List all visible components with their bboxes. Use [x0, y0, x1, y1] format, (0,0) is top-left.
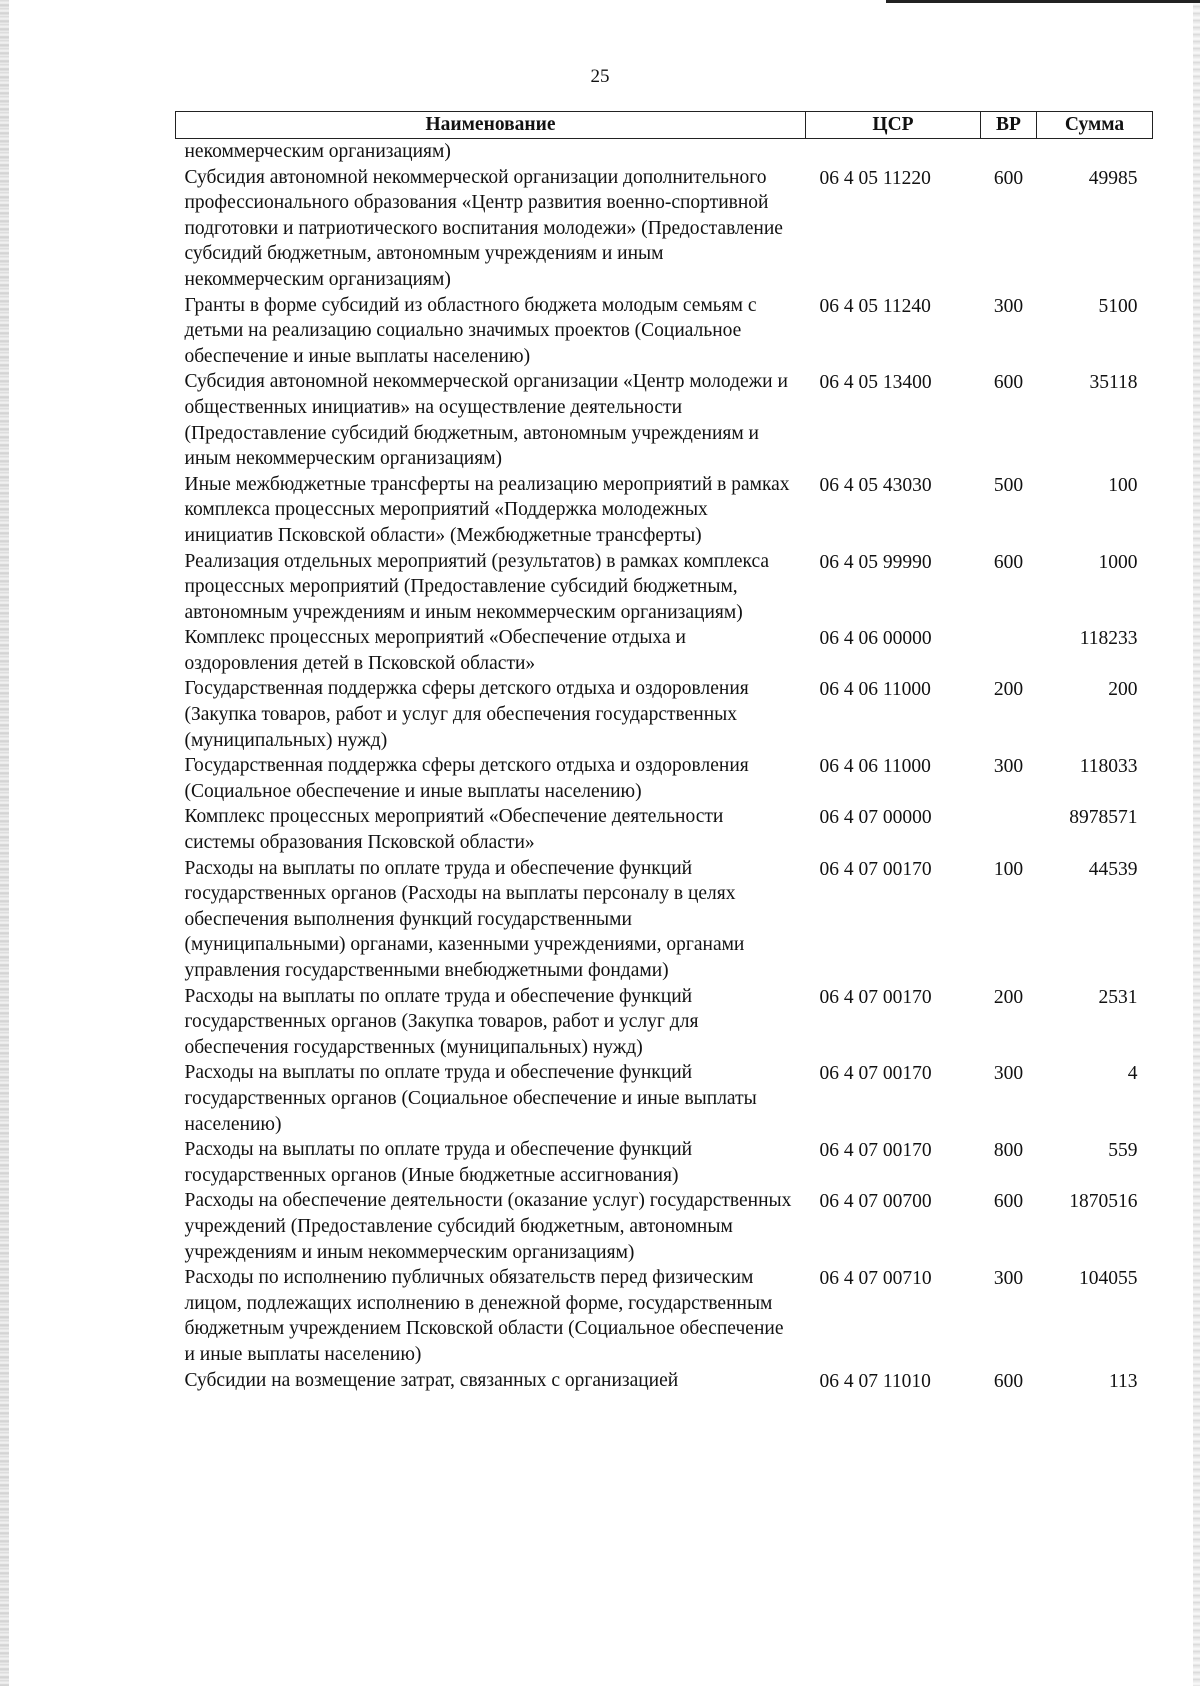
row-csr-code — [806, 139, 981, 165]
header-name: Наименование — [176, 112, 806, 139]
scan-edge-right — [1193, 0, 1200, 1686]
row-sum: 5100 — [1098, 295, 1138, 317]
row-vr-code: 600 — [993, 1370, 1024, 1392]
row-vr-code: 200 — [993, 986, 1024, 1008]
row-vr-code: 500 — [993, 474, 1024, 496]
table-row — [176, 549, 1153, 626]
header-vr: ВР — [981, 112, 1037, 139]
row-name: Комплекс процессных мероприятий «Обеспечение деятельности системы образования Псковской области» — [184, 806, 724, 854]
table-row — [176, 1137, 1153, 1188]
row-vr-code — [981, 625, 1037, 676]
table-row — [176, 139, 1153, 165]
row-csr-code: 06 4 07 00000 — [819, 807, 932, 829]
row-name: Государственная поддержка сферы детского отдыха и оздоровления (Закупка товаров, работ и услуг для обеспечения государственных (муниципальных) нужд) — [184, 678, 749, 751]
row-name: Расходы на выплаты по оплате труда и обеспечение функций государственных органов (Расходы на выплаты персоналу в целях обеспечения выполнения функций государственными (муниципальными) органами, казенными учреждениями, органами управления государственными внебюджетными фондами) — [184, 857, 745, 981]
row-csr-code: 06 4 05 11220 — [819, 167, 931, 189]
row-sum: 1000 — [1098, 551, 1138, 573]
row-sum: 1870516 — [1069, 1191, 1138, 1213]
row-name: Иные межбюджетные трансферты на реализацию мероприятий в рамках комплекса процессных мероприятий «Поддержка молодежных инициатив Псковской области» (Межбюджетные трансферты) — [184, 473, 790, 546]
table-row — [176, 369, 1153, 471]
row-vr-code: 600 — [993, 372, 1024, 394]
row-csr-code: 06 4 07 00170 — [819, 986, 932, 1008]
row-name: Субсидии на возмещение затрат, связанных с организацией — [184, 1369, 679, 1391]
scan-edge-left — [0, 0, 9, 1686]
table-row — [176, 1060, 1153, 1137]
row-csr-code: 06 4 05 43030 — [819, 474, 932, 496]
row-name: Государственная поддержка сферы детского отдыха и оздоровления (Социальное обеспечение и иные выплаты населению) — [184, 755, 749, 802]
row-sum: 2531 — [1098, 986, 1138, 1008]
row-vr-code: 200 — [993, 679, 1024, 701]
row-csr-code: 06 4 06 11000 — [819, 679, 931, 701]
row-vr-code — [981, 139, 1037, 165]
header-csr: ЦСР — [806, 112, 981, 139]
row-vr-code — [981, 804, 1037, 855]
row-sum: 35118 — [1089, 372, 1138, 394]
row-name: Расходы по исполнению публичных обязательств перед физическим лицом, подлежащих исполнению в денежной форме, государственным бюджетным учреждением Псковской области (Социальное обеспечение и иные выплаты населению) — [184, 1267, 784, 1365]
row-csr-code: 06 4 07 00170 — [819, 1063, 932, 1085]
row-vr-code: 600 — [993, 1191, 1024, 1213]
row-csr-code: 06 4 07 00710 — [819, 1268, 932, 1290]
table-row — [176, 1265, 1153, 1367]
row-sum: 113 — [1108, 1370, 1138, 1392]
row-vr-code: 800 — [993, 1140, 1024, 1162]
row-sum: 8978571 — [1069, 807, 1138, 829]
row-name: Расходы на выплаты по оплате труда и обеспечение функций государственных органов (Закупка товаров, работ и услуг для обеспечения государственных (муниципальных) нужд) — [184, 985, 699, 1058]
row-name: Субсидия автономной некоммерческой организации дополнительного профессионального образования «Центр развития военно-спортивной подготовки и патриотического воспитания молодежи» (Предоставление субсидий бюджетным, автономным учреждениям и иным некоммерческим организациям) — [184, 166, 783, 290]
row-name: Реализация отдельных мероприятий (результатов) в рамках комплекса процессных мероприятий (Предоставление субсидий бюджетным, автономным учреждениям и иным некоммерческим организациям) — [184, 550, 770, 623]
row-sum: 118233 — [1079, 628, 1138, 650]
row-name: Расходы на выплаты по оплате труда и обеспечение функций государственных органов (Иные бюджетные ассигнования) — [184, 1139, 693, 1186]
top-rule — [886, 0, 1200, 3]
row-name: Субсидия автономной некоммерческой организации «Центр молодежи и общественных инициатив» на осуществление деятельности (Предоставление субсидий бюджетным, автономным учреждениям и иным некоммерческим организациям) — [184, 371, 788, 470]
row-sum: 49985 — [1088, 167, 1138, 189]
row-name: Гранты в форме субсидий из областного бюджета молодым семьям с детьми на реализацию социально значимых проектов (Социальное обеспечение и иные выплаты населению) — [184, 294, 757, 367]
table-row — [176, 856, 1153, 984]
row-sum: 104055 — [1079, 1268, 1138, 1290]
row-csr-code: 06 4 05 13400 — [819, 372, 932, 394]
row-vr-code: 100 — [993, 858, 1024, 880]
row-csr-code: 06 4 07 00700 — [819, 1191, 932, 1213]
table-row — [176, 165, 1153, 293]
table-row — [176, 984, 1153, 1061]
table-row — [176, 676, 1153, 753]
row-sum: 44539 — [1088, 858, 1138, 880]
table-row — [176, 625, 1153, 676]
header-sum: Сумма — [1037, 112, 1153, 139]
page-number: 25 — [590, 66, 610, 87]
row-csr-code: 06 4 06 11000 — [819, 756, 931, 778]
row-csr-code: 06 4 07 00170 — [819, 858, 932, 880]
row-vr-code: 300 — [993, 756, 1024, 778]
row-vr-code: 600 — [993, 551, 1024, 573]
row-sum: 100 — [1108, 474, 1138, 496]
table-row — [176, 753, 1153, 804]
table-row — [176, 804, 1153, 855]
row-csr-code: 06 4 05 11240 — [819, 295, 931, 317]
row-vr-code: 300 — [993, 295, 1024, 317]
table-row — [176, 293, 1153, 370]
row-sum: 118033 — [1079, 756, 1138, 778]
row-vr-code: 600 — [993, 167, 1024, 189]
row-sum: 559 — [1108, 1140, 1138, 1162]
row-vr-code: 300 — [993, 1063, 1024, 1085]
row-name: Расходы на обеспечение деятельности (оказание услуг) государственных учреждений (Предоставление субсидий бюджетным, автономным учреждениям и иным некоммерческим организациям) — [184, 1190, 792, 1263]
row-sum — [1037, 139, 1153, 165]
table-header-row — [176, 112, 1153, 139]
table-row — [176, 1188, 1153, 1265]
row-sum: 4 — [1127, 1063, 1138, 1085]
row-sum: 200 — [1108, 679, 1138, 701]
table-body — [176, 139, 1153, 1395]
budget-table — [175, 111, 1153, 1394]
row-name: Расходы на выплаты по оплате труда и обеспечение функций государственных органов (Социальное обеспечение и иные выплаты населению) — [184, 1062, 757, 1135]
row-csr-code: 06 4 06 00000 — [819, 628, 932, 650]
table-row — [176, 1368, 1153, 1395]
row-name: некоммерческим организациям) — [184, 141, 451, 162]
row-csr-code: 06 4 07 11010 — [819, 1370, 931, 1392]
row-name: Комплекс процессных мероприятий «Обеспечение отдыха и оздоровления детей в Псковской области» — [184, 627, 686, 674]
table-row — [176, 472, 1153, 549]
row-vr-code: 300 — [993, 1268, 1024, 1290]
row-csr-code: 06 4 07 00170 — [819, 1140, 932, 1162]
row-csr-code: 06 4 05 99990 — [819, 551, 932, 573]
